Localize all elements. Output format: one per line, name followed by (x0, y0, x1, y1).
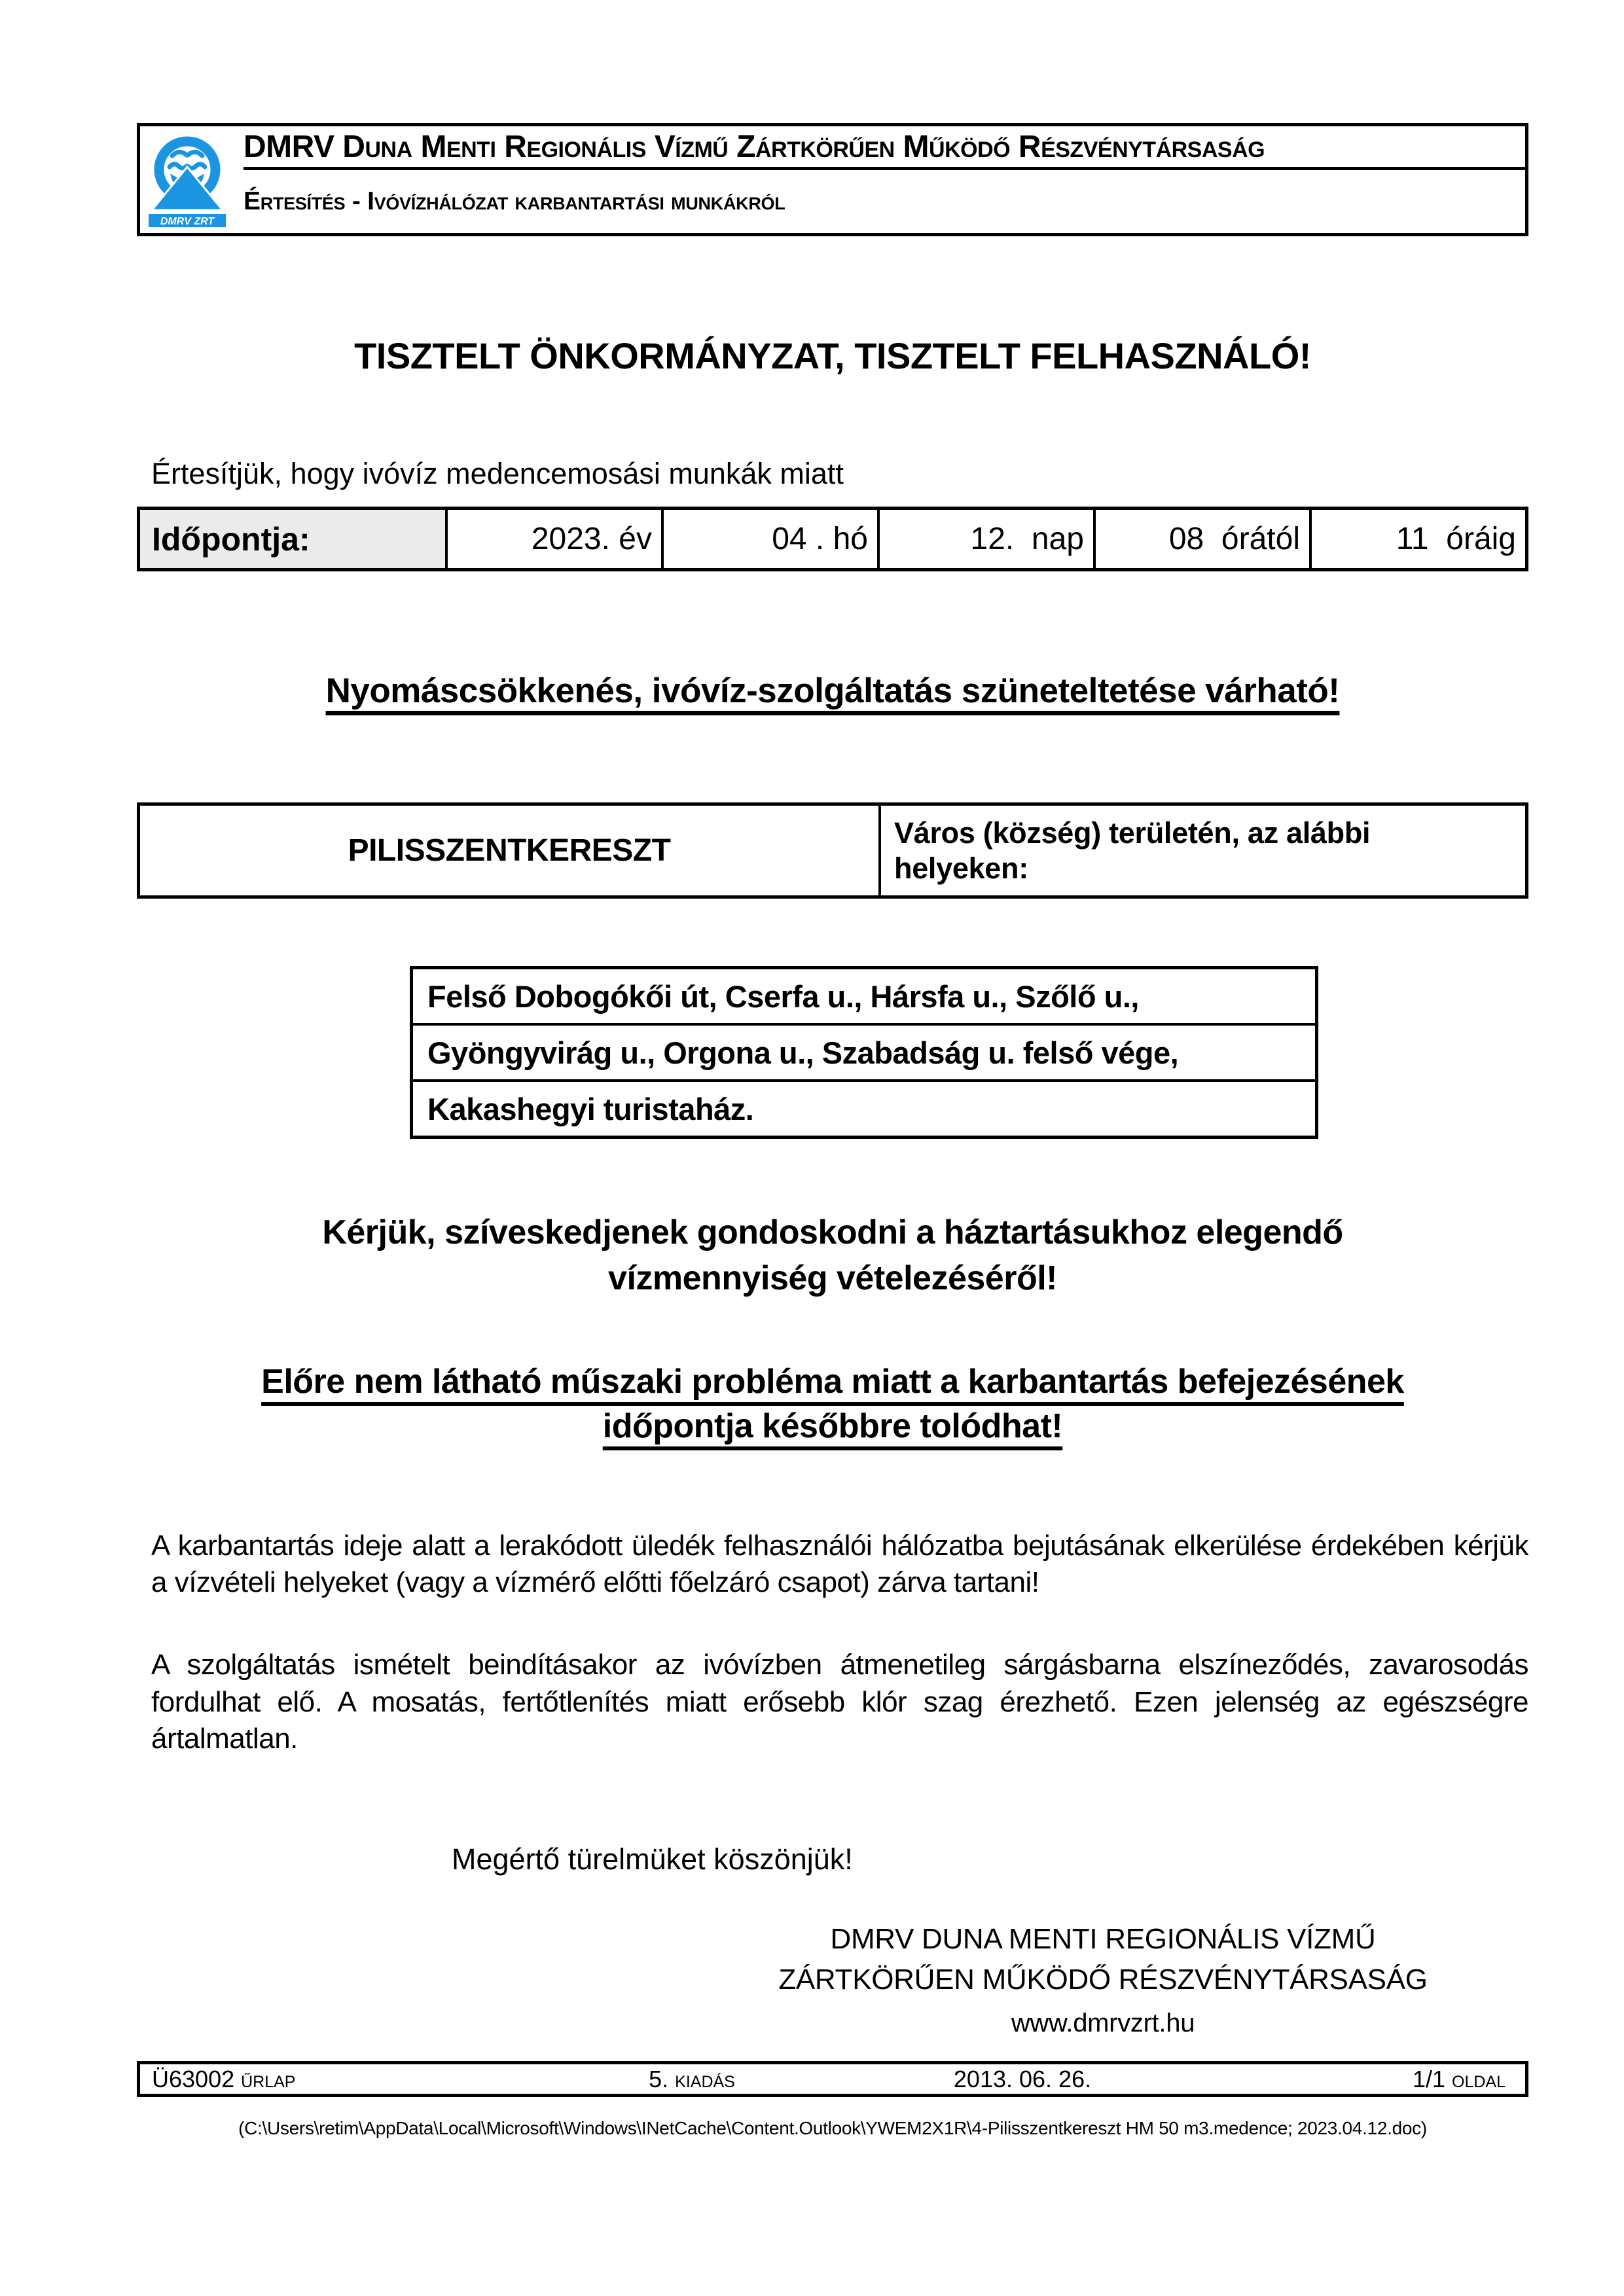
water-storage-request: Kérjük, szíveskedjenek gondoskodni a háztartásukhoz elegendő vízmennyiség vételezéséről! (322, 1213, 1343, 1298)
signature-block (691, 1919, 1515, 2041)
service-warning: Nyomáscsökkenés, ivóvíz-szolgáltatás szüneteltetése várható! (325, 672, 1340, 710)
street-row: Gyöngyvirág u., Orgona u., Szabadság u. felső vége, (413, 1023, 1315, 1079)
schedule-year-cell: 2023. év (445, 510, 661, 568)
thanks-line: Megértő türelmüket köszönjük! (452, 1842, 853, 1876)
footer-edition: 5. kiadás (649, 2065, 735, 2092)
footer-page-number: 1/1 oldal (1412, 2065, 1506, 2092)
street-row: Felső Dobogókői út, Cserfa u., Hársfa u., Szőlő u., (427, 978, 1139, 1014)
street-row: Kakashegyi turistaház. (413, 1079, 1315, 1136)
dmrv-logo (148, 132, 226, 227)
location-table (137, 802, 1528, 899)
schedule-month-cell: 04 . hó (661, 510, 877, 568)
form-footer (137, 2061, 1528, 2097)
location-label-cell: Város (község) területén, az alábbi helyeken: (878, 806, 1525, 895)
footer-date: 2013. 06. 26. (953, 2065, 1092, 2092)
letterhead-subject-row (244, 170, 1525, 233)
document-subject: Értesítés - Ivóvízhálózat karbantartási munkákról (244, 187, 785, 215)
intro-text: Értesítjük, hogy ivóvíz medencemosási munkák miatt (151, 457, 844, 490)
city-name-cell: PILISSZENTKERESZT (348, 833, 671, 868)
website-url: www.dmrvzrt.hu (1011, 2009, 1195, 2038)
logo-wave-upper (172, 152, 202, 156)
body-paragraph: A szolgáltatás ismételt beindításakor az ivóvízben átmenetileg sárgásbarna elszíneződés, zavarosodás fordulhat elő. A mosatás, fertőtlenítés miatt erősebb klór szag érezhető. Ezen jelenség az egészségre ártalmatlan. (151, 1649, 1528, 1755)
signature-company-line2: ZÁRTKÖRŰEN MŰKÖDŐ RÉSZVÉNYTÁRSASÁG (778, 1963, 1428, 1996)
schedule-to-cell: 11 óráig (1309, 510, 1525, 568)
document-file-path: (C:\Users\retim\AppData\Local\Microsoft\Windows\INetCache\Content.Outlook\YWEM2X1R\4-Pilisszentkereszt HM 50 m3.medence; 2023.04.12.doc) (238, 2118, 1427, 2139)
letterhead-company-row (244, 126, 1525, 170)
schedule-label-cell: Időpontja: (140, 510, 445, 568)
schedule-day-cell: 12. nap (877, 510, 1093, 568)
body-paragraph: A karbantartás ideje alatt a lerakódott üledék felhasználói hálózatba bejutásának elkerülése érdekében kérjük a vízvételi helyeket (vagy a vízmérő előtti főelzáró csapot) zárva tartani! (151, 1529, 1528, 1598)
letterhead (137, 123, 1528, 236)
page-title: TISZTELT ÖNKORMÁNYZAT, TISZTELT FELHASZNÁLÓ! (354, 335, 1311, 376)
delay-notice: Előre nem látható műszaki probléma miatt a karbantartás befejezésének időpontja későbbre tolódhat! (261, 1363, 1404, 1445)
company-name: DMRV Duna Menti Regionális Vízmű Zártkörűen Működő Részvénytársaság (244, 129, 1265, 164)
footer-form-id: Ü63002 űrlap (152, 2065, 296, 2092)
schedule-table (137, 507, 1528, 571)
schedule-from-cell: 08 órától (1093, 510, 1309, 568)
street-list-table (410, 966, 1318, 1139)
logo-banner-text: DMRV ZRT (160, 216, 215, 227)
signature-company-line1: DMRV DUNA MENTI REGIONÁLIS VÍZMŰ (830, 1923, 1376, 1956)
